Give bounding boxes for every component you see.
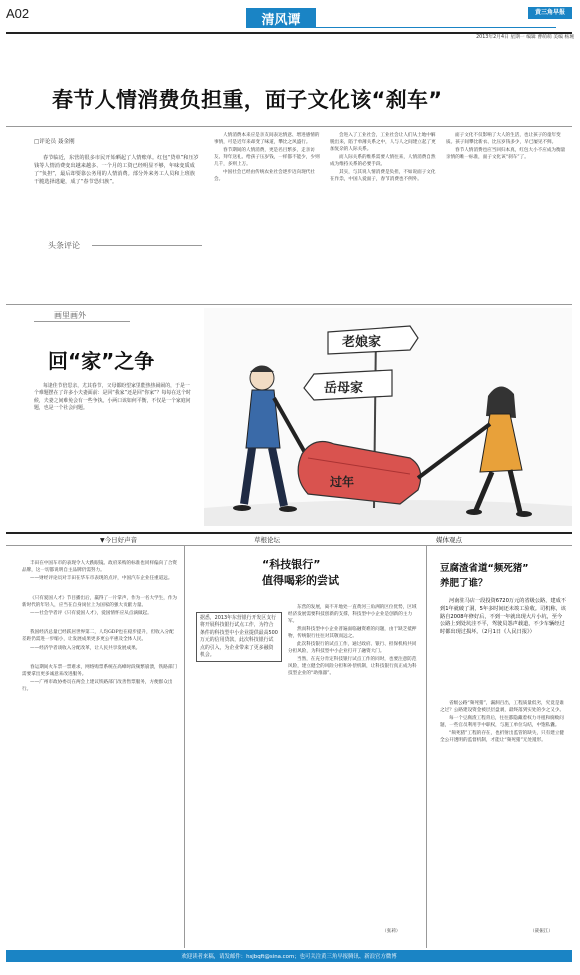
lead-column-2: 会进入了工业社会，工业社会让人们从土地中解脱出来，陷于单薄关系之中，人与人之间建立起了更加复杂的人际关系。 而人际关系的维系需要人情往来，人情消费自然成为维持关系的必要手段。 其实，与其说人情消费是负担，不如说面子文化在作祟，中国人爱面子，春节消费也不例外。	[330, 133, 436, 183]
footer-text: 欢迎读者来稿，请发邮件：hsjbqft@sina.com；也可关注黄三角早报腾讯、新浪官方微博	[181, 954, 397, 960]
section-bar	[6, 532, 572, 534]
sign-label-1: 老娘家	[342, 335, 382, 350]
section-label-voices	[100, 535, 137, 544]
middle-body: 东营的发展，离不开地处一直黄河三角洲的区位优势，区域经济发展需要科技创新的支撑，科技型中小企业是创新的主力军。 然而科技型中小企业普遍面临融资难的问题，由于缺乏抵押物，传统银行往往对其敬而远之。 此次科技银行的试点工作，通过政府、银行、担保机构共同分担风险，为科技型中小企业打开了融资大门。 当然，在充分肯定科技银行试点工作的同时，也要注意防范风险，建立健全的风险分担和补偿机制，让科技银行真正成为科技型企业的“助推器”。	[288, 605, 417, 677]
section-label-cartoon: 画里画外	[54, 311, 86, 320]
voices-label: 今日好声音	[104, 536, 138, 544]
media-headline-2: 养肥了谁？	[440, 578, 488, 589]
section-label-lead: 头条评论	[48, 241, 80, 250]
brand-logo: 黄三角早报	[528, 7, 572, 19]
lead-bottom-rule	[6, 304, 572, 305]
media-lead: 河南驻马店一段投资6720万元的省级公路，建成不到1年就破了洞，5年多时间还未竣工验收。司机称，该路自2008年修好后，不到一年就出现大片小坑，至今公路上到处坑洼不平，驾驶员怨声载道，不少车辆经过时都出现过损坏。（2月1日《人民日报》）	[440, 598, 566, 636]
middle-headline-2: 值得喝彩的尝试	[262, 574, 339, 587]
media-body: 省级公路“频死猪”，漏洞百出，工程质量低劣，究竟是谁之过？公路建设资金被层层盘剥，最终落到实处的少之又少。 每一个豆腐渣工程背后，往往都隐藏着权力寻租和腐败问题，一些官员利用手中职权，与施工单位勾结，中饱私囊。 “频死猪”工程的存在，也折射出监管的缺失，只有建立健全公开透明的监督机制，才能让“频死猪”无处遁形。	[440, 701, 565, 744]
bag-label: 过年	[330, 475, 355, 489]
cartoon-label-rule	[34, 321, 130, 322]
banner-line	[316, 27, 556, 28]
voice-quote: 《只有爱国人才》节目播出后，赢得了一片掌声，作为一名大学生，作为新时代的年轻人，应当在自身岗位上为国家的强大贡献力量。	[22, 595, 178, 608]
section-label-middle: 草根论坛	[254, 536, 280, 544]
column-title: 清风谭	[261, 13, 301, 28]
voice-source: ——经济学者谈收入分配改革，让人民共享发展成果。	[30, 645, 141, 651]
divider-right	[426, 546, 427, 948]
voice-quote: 我国经济总量已经跃居世界第二，人均GDP也在稳步提升，但收入分配差距仍需进一步缩小，让发展成果更多更公平惠及全体人民。	[22, 630, 174, 643]
divider-left	[184, 546, 185, 948]
voice-quote: 春运期间火车票一票难求，网络购票系统在高峰时段频繁崩溃，铁路部门需要拿出更多诚意来改进服务。	[22, 664, 178, 678]
lead-headline-rule	[6, 126, 572, 127]
cartoon-title: 回“家”之争	[48, 349, 155, 373]
middle-signature: （张莉）	[382, 929, 401, 934]
triangle-icon: ▼	[100, 537, 105, 544]
lead-headline: 春节人情消费负担重，面子文化该“刹车”	[52, 88, 443, 112]
voice-source: ——广州市政协委员在两会上建议铁路部门改善售票服务，方便群众出行。	[22, 680, 173, 693]
middle-headline-1: “科技银行”	[262, 558, 321, 571]
media-headline-1: 豆腐渣省道“频死猪”	[440, 563, 529, 574]
sign-label-2: 岳母家	[324, 381, 364, 396]
lead-label-rule	[92, 245, 202, 246]
section-label-media: 媒体观点	[436, 536, 462, 544]
cartoon-illustration	[204, 308, 572, 526]
voices-column	[22, 560, 178, 694]
dateline: 2013年2月4日 星期一 编辑 曹萌萌 美编 杨琬	[476, 35, 574, 40]
lead-byline: □评论员 聂金刚	[34, 139, 75, 145]
lead-summary: 春节临近，东营的很多市民开始晒起了人情账单。红包“贷单”和压岁钱等人情消费变出越来越多、一个月的工资已经明显不够，年味变质成了“负担”，最后却要靠公务用的人情消费。部分外来务工人员和上班族干脆选择逃避，成了“春节恐归族”。	[34, 155, 199, 185]
section-bar-lower	[6, 545, 572, 546]
lead-column-3: 面子文化不仅影响了大人的生活，也让孩子的童年变质。孩子间攀比新衣、比压岁钱多少，早已屡见不鲜。 春节人情消费也应当回归本真，红包大小不应成为衡量亲情的唯一标准，面子文化该“刹车”了。	[446, 133, 566, 161]
media-signature: （聂振江）	[530, 929, 553, 934]
voice-source: ——社会学者评《只有爱国人才》，爱国情怀应从点滴做起。	[30, 611, 152, 617]
page-number: A02	[6, 6, 30, 21]
voice-source: ——财经评论员对丰田在华车市表现的点评，中国汽车企业任重道远。	[30, 576, 173, 582]
voice-quote: 丰田在中国车市的表现令人大跌眼镜。政府采购的标准也同样偏向了合资品牌，这一切都说明自主品牌仍需努力。	[22, 561, 178, 574]
middle-intro-box: 据悉，2013年东营银行开发区支行将开展科技银行试点工作，为符合条件的科技型中小企业提供最高500万元的信用贷款，此次科技银行试点的引入，为企业带来了更多融资机会。	[196, 612, 282, 662]
cartoon-caption: 每逢佳节倍思亲，尤其春节，父母都盼望家里能热热闹闹的，于是一个难题摆在了许多小夫妻面前：是回“我家”还是回“你家”？每每在这个时候，夫妻之间难免会有一些争执。小两口该如何平衡，不仅是一个家庭问题，也是一个社会问题。	[34, 383, 191, 411]
lead-column-1: 人情消费本来应是亲友间表达情意、增进感情的事情，可是近年来却变了味道，攀比之风盛行。 春节期间的人情消费，更是名目繁多，走亲访友、拜年送礼、给孩子压岁钱，一样都不能少，少则几千，多则上万。 中国社会已经由传统农业社会逐步迈向现代社会。	[214, 133, 320, 183]
